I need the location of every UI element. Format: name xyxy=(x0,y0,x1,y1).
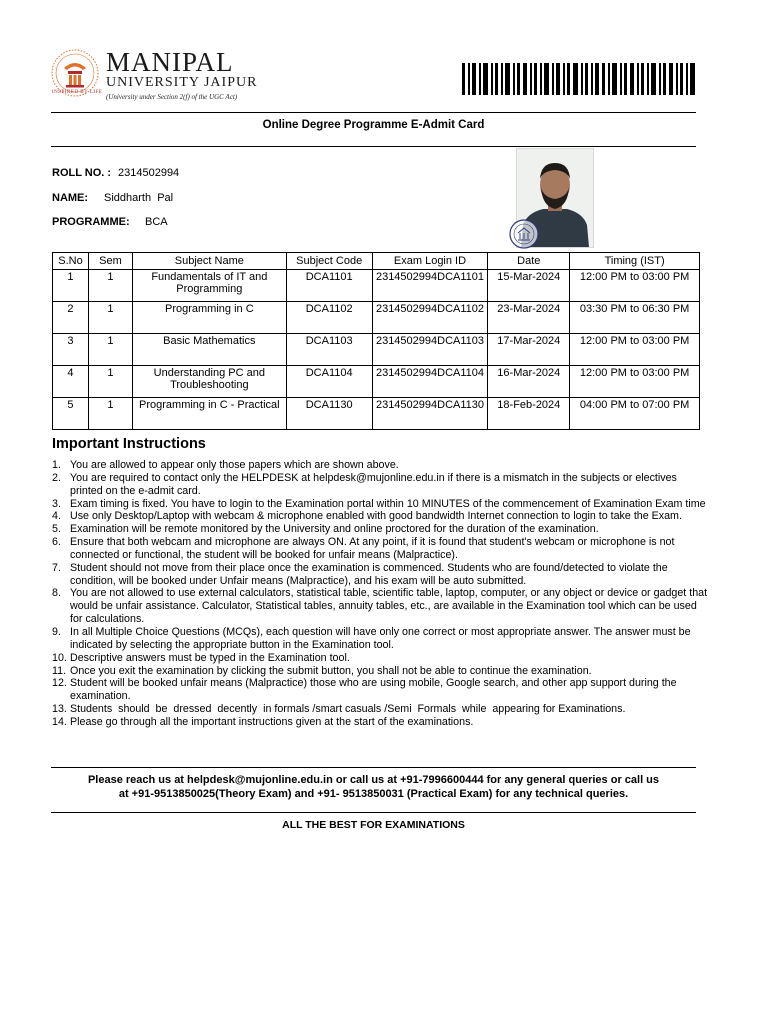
name-label: NAME: xyxy=(52,192,89,204)
cell-sem: 1 xyxy=(88,334,132,366)
contact-line-2: at +91-9513850025(Theory Exam) and +91- 9513850031 (Practical Exam) for any technical queries. xyxy=(118,787,629,800)
cell-timing: 12:00 PM to 03:00 PM xyxy=(570,270,700,302)
cell-exam-login-id: 2314502994DCA1130 xyxy=(372,398,488,430)
cell-subject-code: DCA1102 xyxy=(286,302,372,334)
instruction-item: 3. Exam timing is fixed. You have to login to the Examination portal within 10 MINUTES of the commencement of Examination Exam time xyxy=(52,497,706,510)
instruction-item: 9. In all Multiple Choice Questions (MCQs), each question will have only one correct or most appropriate answer. The answer must be indicated by selecting the appropriate button in the Examination tool. xyxy=(52,625,691,651)
cell-timing: 03:30 PM to 06:30 PM xyxy=(570,302,700,334)
cell-exam-login-id: 2314502994DCA1102 xyxy=(372,302,488,334)
cell-subject-code: DCA1103 xyxy=(286,334,372,366)
instruction-item: 1. You are allowed to appear only those papers which are shown above. xyxy=(52,459,399,471)
instruction-item: 7. Student should not move from their place once the examination is commenced. Students who are found/detected to violate the condition, will be booked under Unfair means (Malpractice), and his exam will be auto submitted. xyxy=(52,561,668,587)
programme-label: PROGRAMME: xyxy=(52,216,130,228)
instruction-item: 2. You are required to contact only the HELPDESK at helpdesk@mujonline.edu.in if there is a mismatch in the subjects or electives printed on the e-admit card. xyxy=(52,471,677,497)
column-header: Sem xyxy=(88,253,132,270)
barcode-icon xyxy=(462,63,698,95)
cell-sno: 4 xyxy=(53,366,89,398)
instruction-item: 13. Students should be dressed decently in formals /smart casuals /Semi Formals while appearing for Examinations. xyxy=(52,703,626,716)
title-divider xyxy=(51,146,696,147)
instruction-text: Examination will be remote monitored by the University and online proctored for the duration of the examination. xyxy=(70,523,599,536)
table-row xyxy=(53,302,700,334)
instruction-item: 6. Ensure that both webcam and microphone are always ON. At any point, if it is found that student's webcam or microphone is not connected or functional, the student will be booked for unfair means (Malpractice). xyxy=(52,536,675,561)
instruction-text: Student will be booked unfair means (Malpractice) those who are using mobile, Google search, and other app support during the examination. xyxy=(70,677,677,703)
header-divider xyxy=(51,112,696,113)
closing-message: ALL THE BEST FOR EXAMINATIONS xyxy=(282,819,465,831)
column-header: Timing (IST) xyxy=(570,253,700,270)
logo-tagline: INSPIRED BY LIFE xyxy=(52,90,103,95)
table-header-row xyxy=(53,253,700,270)
university-name: MANIPAL xyxy=(106,47,234,77)
cell-sem: 1 xyxy=(88,398,132,430)
contact-info xyxy=(51,774,696,801)
cell-sem: 1 xyxy=(88,366,132,398)
programme-value: BCA xyxy=(145,216,168,228)
university-subtitle: UNIVERSITY JAIPUR xyxy=(106,75,258,90)
name-value: Siddharth Pal xyxy=(104,192,174,204)
cell-date: 18-Feb-2024 xyxy=(488,398,570,430)
column-header: Subject Name xyxy=(132,253,286,270)
instructions-list xyxy=(52,459,712,729)
instruction-item: 8. You are not allowed to use external calculators, statistical table, scientific table, laptop, computer, or any object or device or gadget that would be unfair assistance. Calculator, Statistical tables, annuity tables, etc., are available in the Examination tool which can be used for calculations. xyxy=(52,587,708,626)
instruction-text: You are allowed to appear only those papers which are shown above. xyxy=(70,459,399,471)
cell-exam-login-id: 2314502994DCA1101 xyxy=(372,270,488,302)
cell-date: 15-Mar-2024 xyxy=(488,270,570,302)
instruction-text: You are not allowed to use external calculators, statistical table, scientific table, laptop, computer, or any object or device or gadget that would be unfair assistance. Calculator, Statistical tables, annuity tables, etc., are available in the Examination tool which can be used for calculations. xyxy=(70,587,708,626)
cell-timing: 04:00 PM to 07:00 PM xyxy=(570,398,700,430)
cell-timing: 12:00 PM to 03:00 PM xyxy=(570,334,700,366)
instruction-text: Student should not move from their place once the examination is commenced. Students who are found/detected to violate the condition, will be booked under Unfair means (Malpractice), and his exam will be auto submitted. xyxy=(70,561,668,587)
instructions-heading: Important Instructions xyxy=(52,436,206,452)
document-title: Online Degree Programme E-Admit Card xyxy=(262,119,485,131)
column-header: Date xyxy=(488,253,570,270)
table-row xyxy=(53,334,700,366)
cell-sno: 2 xyxy=(53,302,89,334)
subjects-table xyxy=(52,252,700,430)
contact-line-1: Please reach us at helpdesk@mujonline.edu.in or call us at +91-7996600444 for any general queries or call us xyxy=(87,774,660,786)
university-note: (University under Section 2(f) of the UGC Act) xyxy=(106,93,238,101)
column-header: S.No xyxy=(53,253,89,270)
instruction-text: You are required to contact only the HELPDESK at helpdesk@mujonline.edu.in if there is a mismatch in the subjects or electives printed on the e-admit card. xyxy=(70,471,677,497)
cell-subject-code: DCA1101 xyxy=(286,270,372,302)
cell-subject-code: DCA1104 xyxy=(286,366,372,398)
university-seal-icon xyxy=(508,218,540,250)
table-row xyxy=(53,366,700,398)
table-row xyxy=(53,270,700,302)
cell-date: 17-Mar-2024 xyxy=(488,334,570,366)
instruction-item: 14. Please go through all the important instructions given at the start of the examinations. xyxy=(52,715,474,728)
instruction-text: Once you exit the examination by clicking the submit button, you shall not be able to continue the examination. xyxy=(70,664,592,677)
cell-exam-login-id: 2314502994DCA1104 xyxy=(372,366,488,398)
cell-subject-name: Programming in C - Practical xyxy=(132,398,286,430)
contact-bottom-divider xyxy=(51,812,696,813)
cell-subject-name: Basic Mathematics xyxy=(132,334,286,366)
cell-subject-name: Fundamentals of IT and Programming xyxy=(132,270,286,302)
cell-subject-name: Programming in C xyxy=(132,302,286,334)
instruction-text: Please go through all the important instructions given at the start of the examinations. xyxy=(70,715,474,728)
cell-sno: 5 xyxy=(53,398,89,430)
instruction-item: 12. Student will be booked unfair means (Malpractice) those who are using mobile, Google search, and other app support during the examination. xyxy=(52,677,677,703)
cell-date: 23-Mar-2024 xyxy=(488,302,570,334)
cell-sno: 1 xyxy=(53,270,89,302)
instruction-text: Ensure that both webcam and microphone are always ON. At any point, if it is found that student's webcam or microphone is not connected or functional, the student will be booked for unfair means (Malpractice). xyxy=(70,536,675,561)
cell-sem: 1 xyxy=(88,270,132,302)
instruction-text: Students should be dressed decently in formals /smart casuals /Semi Formals while appearing for Examinations. xyxy=(70,703,626,716)
cell-exam-login-id: 2314502994DCA1103 xyxy=(372,334,488,366)
cell-timing: 12:00 PM to 03:00 PM xyxy=(570,366,700,398)
instruction-item: 11. Once you exit the examination by clicking the submit button, you shall not be able to continue the examination. xyxy=(52,664,592,677)
contact-top-divider xyxy=(51,767,696,768)
instruction-text: Exam timing is fixed. You have to login to the Examination portal within 10 MINUTES of the commencement of Examination Exam time xyxy=(70,497,706,510)
cell-subject-code: DCA1130 xyxy=(286,398,372,430)
cell-sno: 3 xyxy=(53,334,89,366)
instruction-item: 5. Examination will be remote monitored by the University and online proctored for the duration of the examination. xyxy=(52,523,599,536)
instruction-text: In all Multiple Choice Questions (MCQs), each question will have only one correct or most appropriate answer. The answer must be indicated by selecting the appropriate button in the Examination tool. xyxy=(70,625,691,651)
cell-sem: 1 xyxy=(88,302,132,334)
column-header: Exam Login ID xyxy=(372,253,488,270)
instruction-text: Descriptive answers must be typed in the Examination tool. xyxy=(70,651,350,664)
cell-subject-name: Understanding PC and Troubleshooting xyxy=(132,366,286,398)
table-row xyxy=(53,398,700,430)
roll-number-value: 2314502994 xyxy=(118,167,180,179)
instruction-item: 4. Use only Desktop/Laptop with webcam & microphone enabled with good bandwidth Internet connection to login to take the Exam. xyxy=(52,510,682,523)
roll-number-label: ROLL NO. : xyxy=(52,167,112,179)
instruction-text: Use only Desktop/Laptop with webcam & microphone enabled with good bandwidth Internet connection to login to take the Exam. xyxy=(70,510,682,523)
column-header: Subject Code xyxy=(286,253,372,270)
cell-date: 16-Mar-2024 xyxy=(488,366,570,398)
instruction-item: 10. Descriptive answers must be typed in the Examination tool. xyxy=(52,651,350,664)
